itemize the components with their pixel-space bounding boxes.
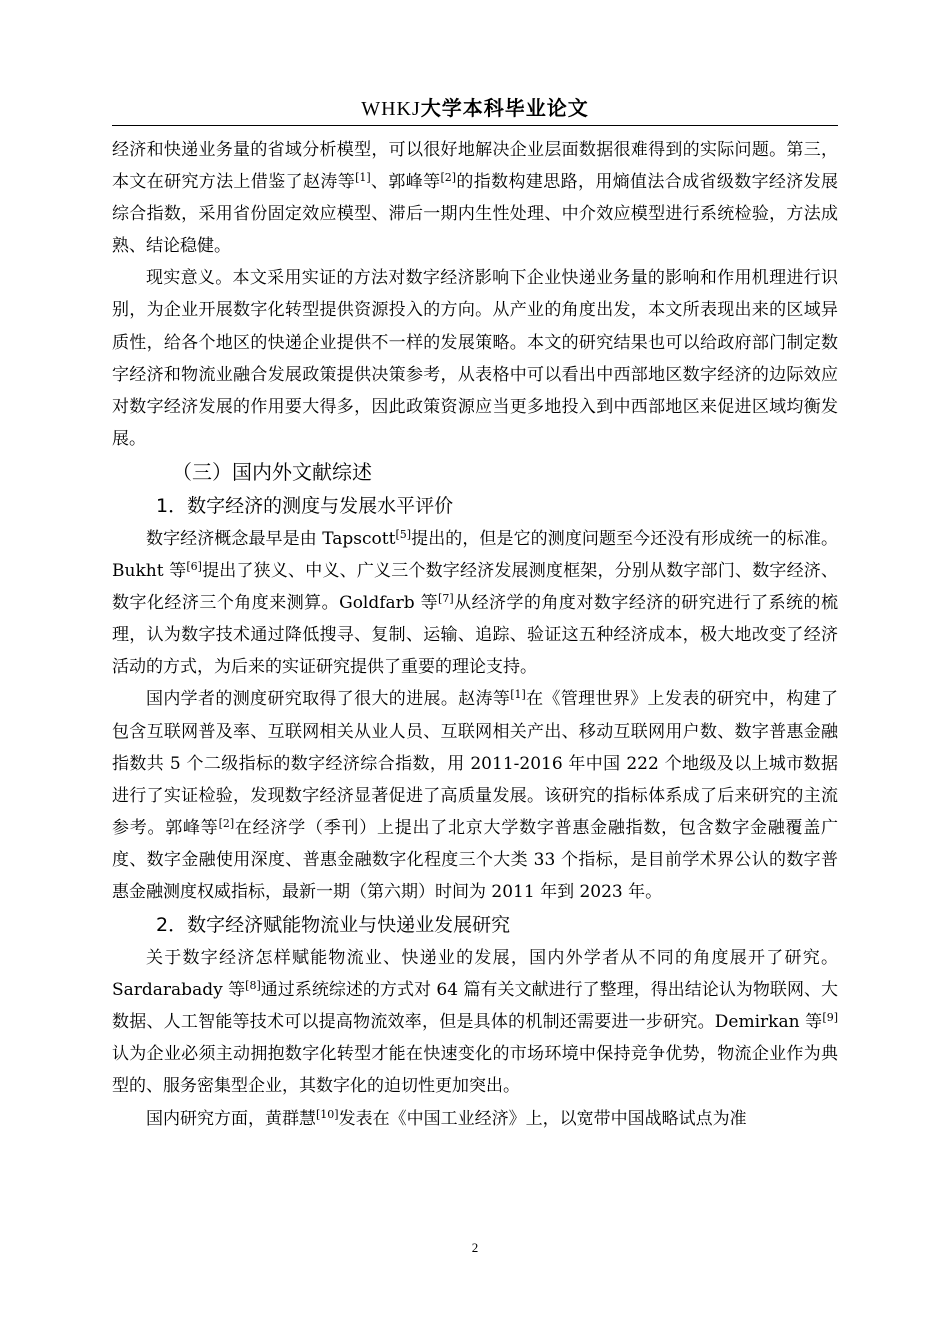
paragraph-measurement-foreign [112,523,838,683]
citation: [2] [218,816,235,830]
citation: [1] [510,688,526,702]
text-run: 国内研究方面，黄群慧 [146,1108,316,1129]
text-run: 数字经济概念最早是由 Tapscott [146,528,396,549]
paragraph-continuation [112,134,838,262]
text-run: 国内学者的测度研究取得了很大的进展。赵涛等 [146,689,511,710]
citation: [8] [245,979,261,993]
text-run: 发表在《中国工业经济》上，以宽带中国战略试点为准 [338,1108,747,1129]
text-run: 关于数字经济怎样赋能物流业、快递业的发展，国内外学者从不同的角度展开了研究。Sardarabady 等 [112,948,838,1001]
citation: [5] [395,527,412,541]
text-run: 经济和快递业务量的省域分析模型，可以很好地解决企业层面数据很难得到的实际问题。第三，本文在研究方法上借鉴了赵涛等 [112,140,838,193]
text-run: 在经济学（季刊）上提出了北京大学数字普惠金融指数，包含数字金融覆盖广度、数字金融使用深度、普惠金融数字化程度三个大类 33 个指标，是目前学术界公认的数字普惠金融测度权威指标，最新一期（第六期）时间为 2011 年到 2023 年。 [112,817,839,902]
text-run: 提出的，但是它的测度问题至今还没有形成统一的标准。Bukht 等 [112,528,838,582]
paragraph-practical-significance: 现实意义。本文采用实证的方法对数字经济影响下企业快递业务量的影响和作用机理进行识别，为企业开展数字化转型提供资源投入的方向。从产业的角度出发，本文所表现出来的区域异质性，给各个地区的快递企业提供不一样的发展策略。本文的研究结果也可以给政府部门制定数字经济和物流业融合发展政策提供决策参考，从表格中可以看出中西部地区数字经济的边际效应对数字经济发展的作用要大得多，因此政策资源应当更多地投入到中西部地区来促进区域均衡发展。 [112,268,838,449]
paragraph-logistics-foreign [112,942,838,1102]
text-run: 在《管理世界》上发表的研究中，构建了包含互联网普及率、互联网相关从业人员、互联网相关产出、移动互联网用户数、数字普惠金融指数共 5 个二级指标的数字经济综合指数，用 2011-2016 年中国 222 个地级及以上城市数据进行了实证检验，发现数字经济显著促进了高质量发展。该研究的指标体系成了后来研究的主流参考。郭峰等 [112,689,838,838]
paragraph-logistics-domestic [112,1103,838,1135]
citation: [9] [822,1011,838,1025]
subsection-heading-2: 2．数字经济赋能物流业与快递业发展研究 [156,914,511,937]
text-run: 认为企业必须主动拥抱数字化转型才能在快速变化的市场环境中保持竞争优势，物流企业作为典型的、服务密集型企业，其数字化的迫切性更加突出。 [112,1044,838,1097]
header-rule [112,125,838,126]
page-header [0,92,950,121]
section-heading: （三）国内外文献综述 [172,459,372,484]
page-number: 2 [471,1240,479,1255]
header-prefix: WHKJ [361,98,421,120]
citation: [7] [438,592,454,606]
citation: [6] [186,560,202,574]
text-run: 从经济学的角度对数字经济的研究进行了系统的梳理，认为数字技术通过降低搜寻、复制、运输、追踪、验证这五种经济成本，极大地改变了经济活动的方式，为后来的实证研究提供了重要的理论支持。 [112,593,838,678]
header-title: 大学本科毕业论文 [420,96,589,120]
paragraph-measurement-domestic [112,683,838,908]
text-run: 通过系统综述的方式对 64 篇有关文献进行了整理，得出结论认为物联网、大数据、人工智能等技术可以提高物流效率，但是具体的机制还需要进一步研究。Demirkan 等 [112,980,838,1033]
text-run: 的指数构建思路，用熵值法合成省级数字经济发展综合指数，采用省份固定效应模型、滞后一期内生性处理、中介效应模型进行系统检验，方法成熟、结论稳健。 [112,172,839,257]
citation: [10] [316,1107,339,1121]
citation: [1] [355,171,371,185]
citation: [2] [440,171,457,185]
text-run: 提出了狭义、中义、广义三个数字经济发展测度框架，分别从数字部门、数字经济、数字化经济三个角度来测算。Goldfarb 等 [112,561,838,614]
body-text [112,134,838,1135]
text-run: 、郭峰等 [370,172,441,193]
subsection-heading-1: 1．数字经济的测度与发展水平评价 [156,494,454,517]
